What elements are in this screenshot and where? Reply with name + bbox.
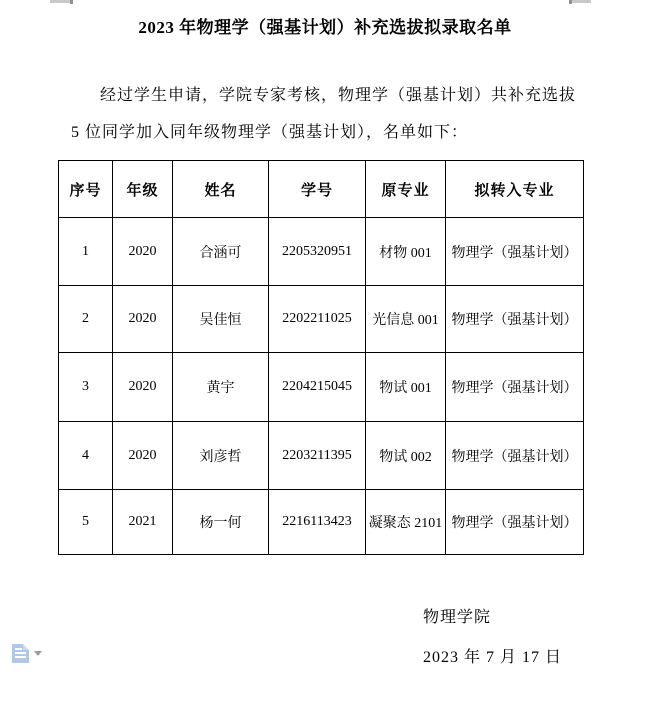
cell-student-id: 2216113423 xyxy=(269,490,366,555)
header-name: 姓名 xyxy=(173,161,269,218)
cell-target-major: 物理学（强基计划） xyxy=(446,490,584,555)
scrollbar-fragment-right-tip xyxy=(569,0,572,4)
table-header-row xyxy=(59,161,584,218)
cell-grade: 2021 xyxy=(113,490,173,555)
header-student-id: 学号 xyxy=(269,161,366,218)
cell-student-id: 2204215045 xyxy=(269,353,366,422)
signature-date: 2023 年 7 月 17 日 xyxy=(423,649,563,666)
table-row xyxy=(59,353,584,422)
dropdown-arrow-icon[interactable] xyxy=(34,651,42,656)
cell-student-id: 2205320951 xyxy=(269,218,366,286)
page-title: 2023 年物理学（强基计划）补充选拔拟录取名单 xyxy=(138,18,512,37)
cell-target-major: 物理学（强基计划） xyxy=(446,422,584,490)
table-row xyxy=(59,422,584,490)
cell-serial: 2 xyxy=(59,286,113,353)
cell-grade: 2020 xyxy=(113,286,173,353)
cell-target-major: 物理学（强基计划） xyxy=(446,218,584,286)
table-row xyxy=(59,490,584,555)
scrollbar-fragment-left-tip xyxy=(70,0,73,4)
cell-original-major: 凝聚态 2101 xyxy=(366,490,446,555)
cell-target-major: 物理学（强基计划） xyxy=(446,353,584,422)
cell-original-major: 光信息 001 xyxy=(366,286,446,353)
cell-serial: 5 xyxy=(59,490,113,555)
cell-serial: 4 xyxy=(59,422,113,490)
cell-grade: 2020 xyxy=(113,422,173,490)
cell-name: 杨一何 xyxy=(173,490,269,555)
table-row xyxy=(59,218,584,286)
cell-serial: 1 xyxy=(59,218,113,286)
cell-name: 合涵可 xyxy=(173,218,269,286)
table-row xyxy=(59,286,584,353)
cell-grade: 2020 xyxy=(113,218,173,286)
cell-name: 刘彦哲 xyxy=(173,422,269,490)
roster-table xyxy=(58,160,584,555)
scrollbar-fragment-left xyxy=(50,0,73,3)
cell-original-major: 材物 001 xyxy=(366,218,446,286)
cell-original-major: 物试 002 xyxy=(366,422,446,490)
cell-grade: 2020 xyxy=(113,353,173,422)
header-target-major: 拟转入专业 xyxy=(446,161,584,218)
scrollbar-fragment-right xyxy=(569,0,591,3)
header-serial: 序号 xyxy=(59,161,113,218)
cell-student-id: 2203211395 xyxy=(269,422,366,490)
intro-paragraph-line-2: 5 位同学加入同年级物理学（强基计划），名单如下： xyxy=(71,124,469,141)
cell-student-id: 2202211025 xyxy=(269,286,366,353)
intro-paragraph-line-1: 经过学生申请，学院专家考核，物理学（强基计划）共补充选拔 xyxy=(100,87,577,104)
cell-name: 黄宇 xyxy=(173,353,269,422)
cell-target-major: 物理学（强基计划） xyxy=(446,286,584,353)
header-original-major: 原专业 xyxy=(366,161,446,218)
header-grade: 年级 xyxy=(113,161,173,218)
paste-options-icon[interactable] xyxy=(12,644,29,663)
page-fold-corner xyxy=(23,644,29,650)
cell-original-major: 物试 001 xyxy=(366,353,446,422)
cell-name: 吴佳恒 xyxy=(173,286,269,353)
cell-serial: 3 xyxy=(59,353,113,422)
paste-options-button[interactable] xyxy=(10,644,44,666)
signature-department: 物理学院 xyxy=(423,609,492,626)
